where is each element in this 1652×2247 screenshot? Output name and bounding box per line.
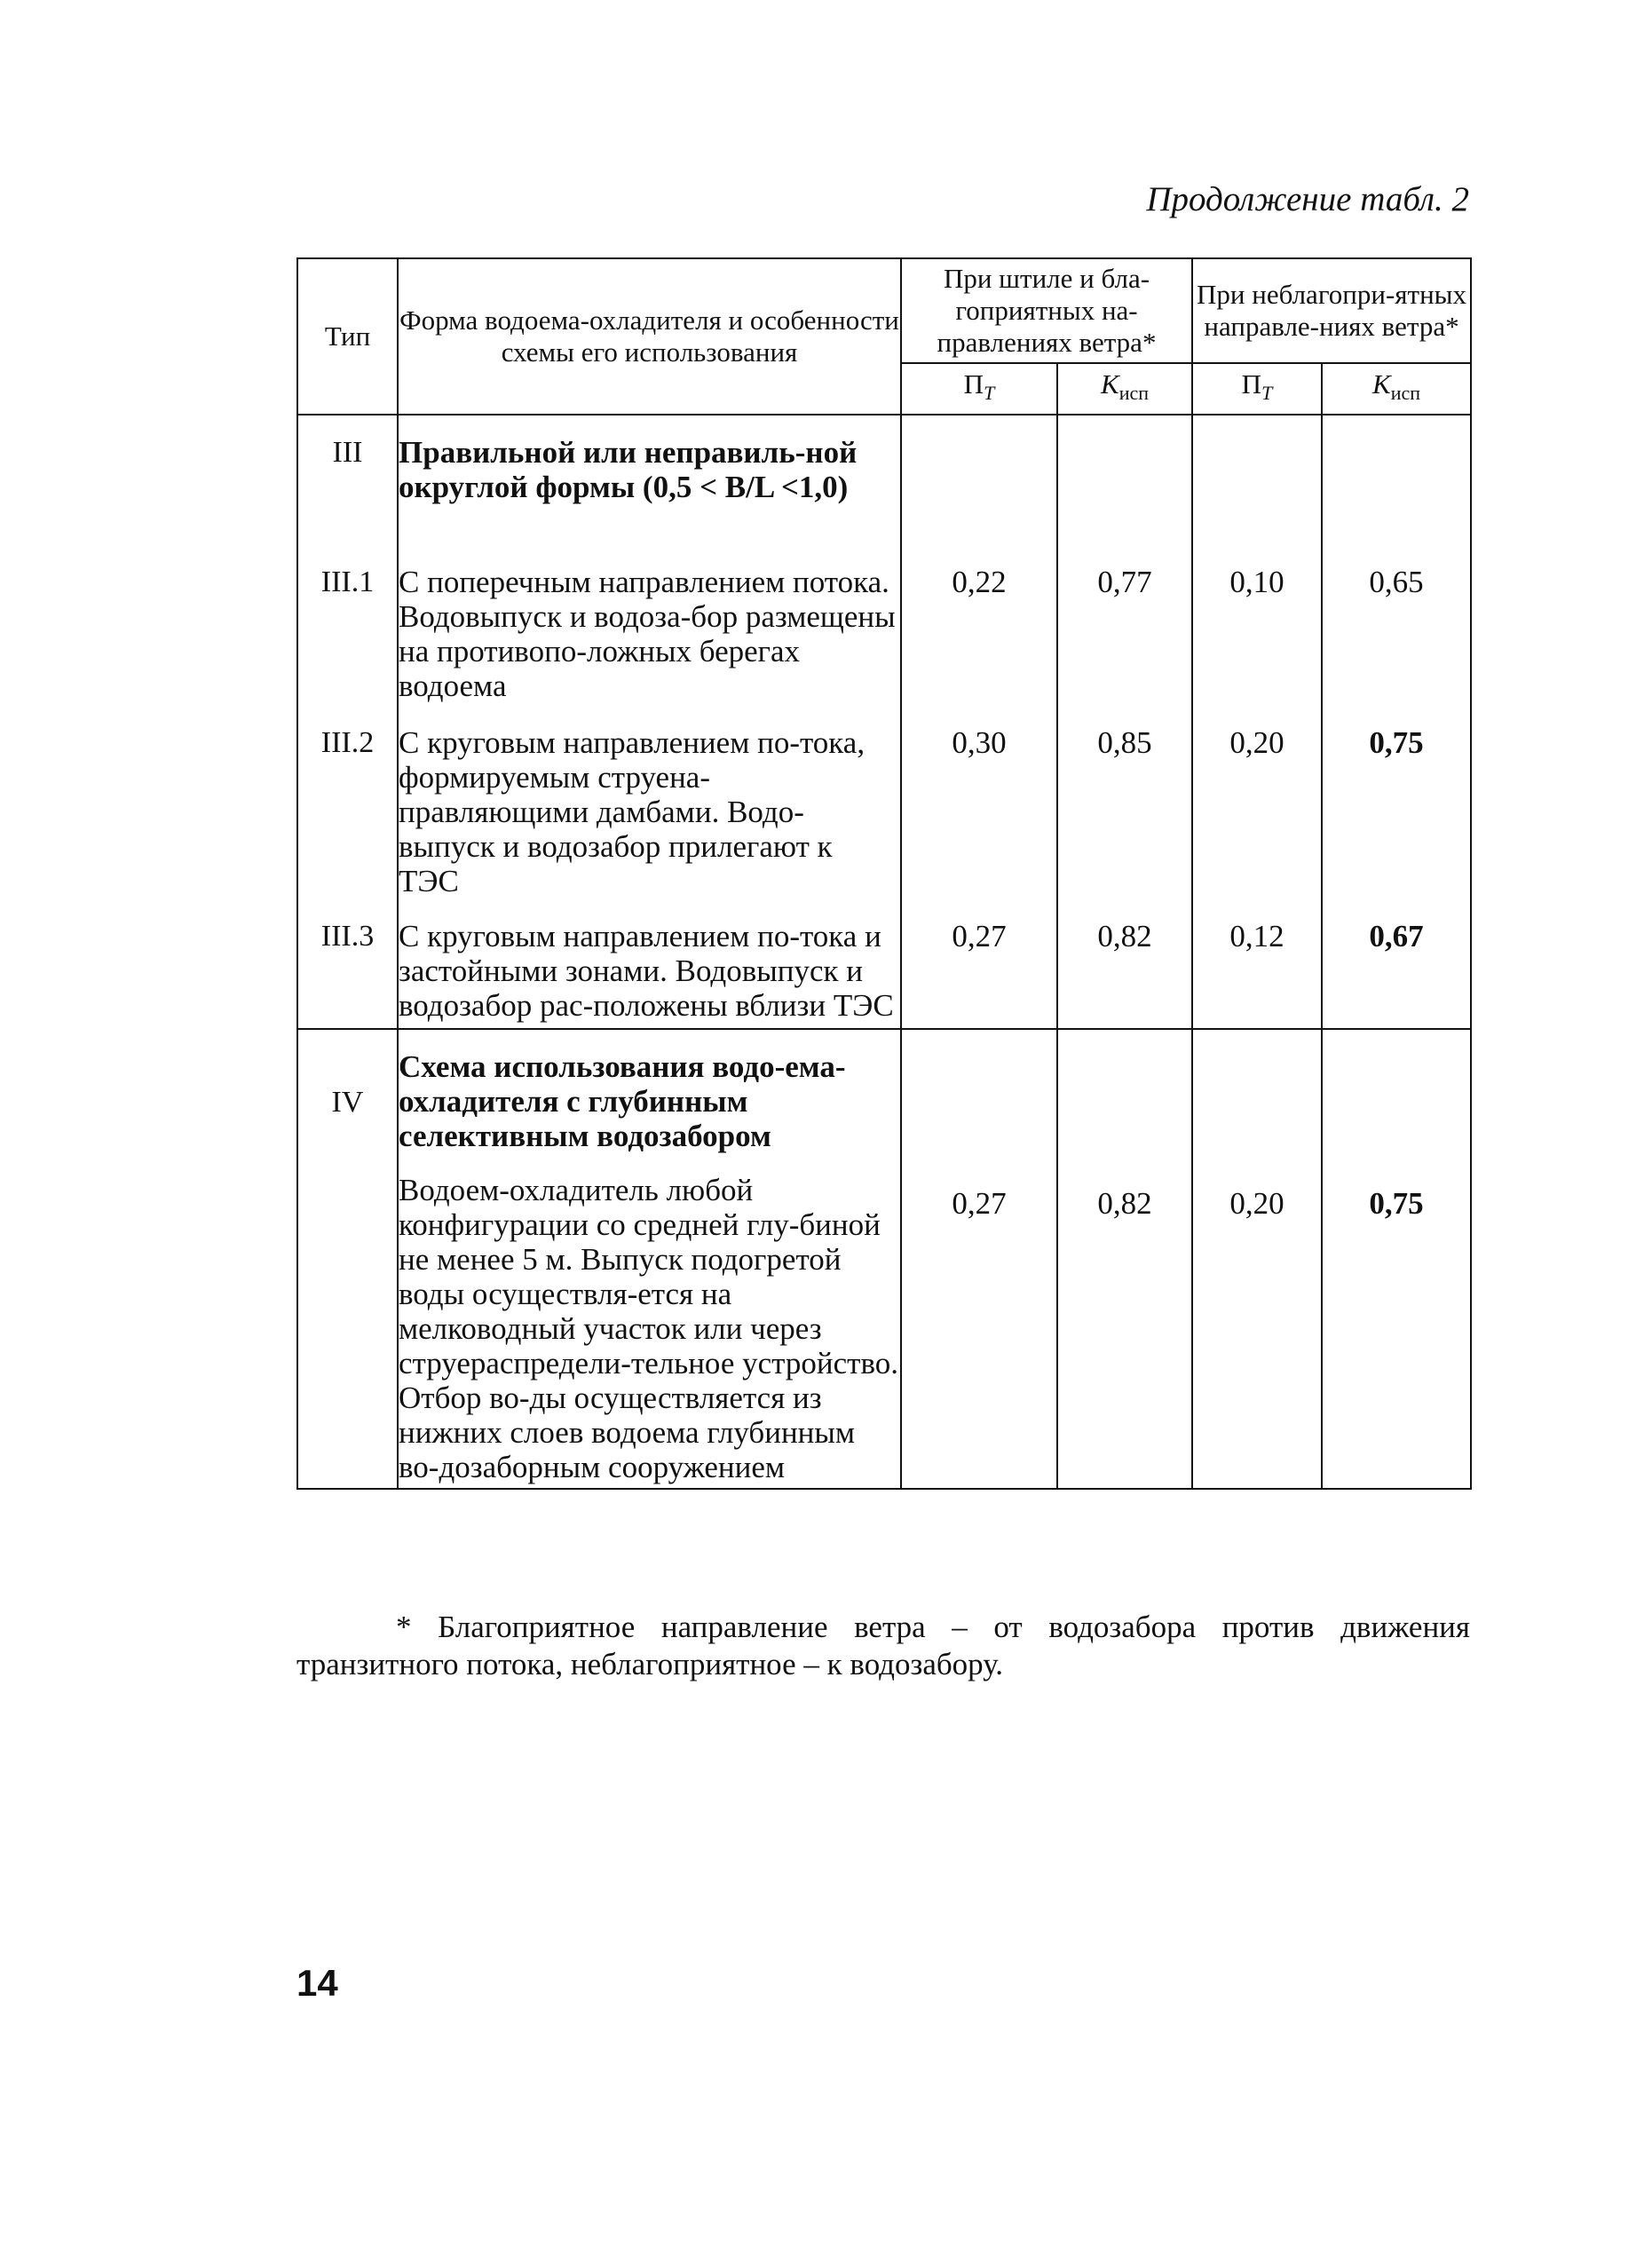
- section-3-title: Правильной или неправиль-ной округлой формы (0,5 < B/L <1,0): [399, 435, 858, 504]
- header-unfavorable: При неблагопри-ятных направле-ниях ветра*: [1192, 258, 1471, 363]
- page-number: 14: [296, 1962, 338, 2004]
- section-4-title: Схема использования водо-ема-охладителя с глубинным селективным водозабором: [399, 1049, 846, 1153]
- type-cell-section-4: IV: [297, 1029, 398, 1489]
- header-form: Форма водоема-охладителя и особенности схемы его использования: [398, 258, 901, 415]
- header-unf-k: $K_{исп}$: [1322, 363, 1471, 415]
- row-3-2-text: С круговым направлением по-тока, формируемым струена-правляющими дамбами. Водо-выпуск и водозабор прилегают к ТЭС: [399, 725, 866, 898]
- header-unf-pt: $П_T$: [1192, 363, 1322, 415]
- table-row-section-4: [297, 1029, 1471, 1489]
- row-3-1-text: С поперечным направлением потока. Водовыпуск и водоза-бор размещены на противопо-ложных берегах водоема: [399, 565, 896, 703]
- footnote: * Благоприятное направление ветра – от водозабора против движения транзитного потока, неблагоприятное – к водозабору.: [296, 1610, 1470, 1681]
- calm-pt-section-3: 0,22 0,30 0,27: [901, 415, 1057, 1029]
- row-3-3-text: С круговым направлением по-тока и застойными зонами. Водовыпуск и водозабор рас-положены вблизи ТЭС: [399, 919, 894, 1023]
- header-calm-k: $K_{исп}$: [1057, 363, 1192, 415]
- calm-k-section-4: 0,82: [1057, 1029, 1192, 1489]
- unf-k-section-3: 0,65 0,75 0,67: [1322, 415, 1471, 1029]
- header-calm-pt: $П_T$: [901, 363, 1057, 415]
- header-calm: При штиле и бла-гоприятных на-правлениях ветра*: [901, 258, 1192, 363]
- unf-pt-section-4: 0,20: [1192, 1029, 1322, 1489]
- coefficients-table: [296, 257, 1472, 1490]
- unf-k-section-4: 0,75: [1322, 1029, 1471, 1489]
- row-4-text: Водоем-охладитель любой конфигурации со средней глу-биной не менее 5 м. Выпуск подогретой воды осуществля-ется на мелководный участок или через струераспредели-тельное устройство. Отбор во-ды осуществляется из нижних слоев водоема глубинным во-дозаборным сооружением: [399, 1173, 898, 1484]
- unf-pt-section-3: 0,10 0,20 0,12: [1192, 415, 1322, 1029]
- text-cell-section-3: [398, 415, 901, 1029]
- table-row-section-3: [297, 415, 1471, 1029]
- text-cell-section-4: [398, 1029, 901, 1489]
- type-cell-section-3: III III.1 III.2 III.3: [297, 415, 398, 1029]
- header-row: [297, 258, 1471, 363]
- header-type: Тип: [297, 258, 398, 415]
- calm-k-section-3: 0,77 0,85 0,82: [1057, 415, 1192, 1029]
- calm-pt-section-4: 0,27: [901, 1029, 1057, 1489]
- table-continuation-label: Продолжение табл. 2: [1146, 180, 1469, 218]
